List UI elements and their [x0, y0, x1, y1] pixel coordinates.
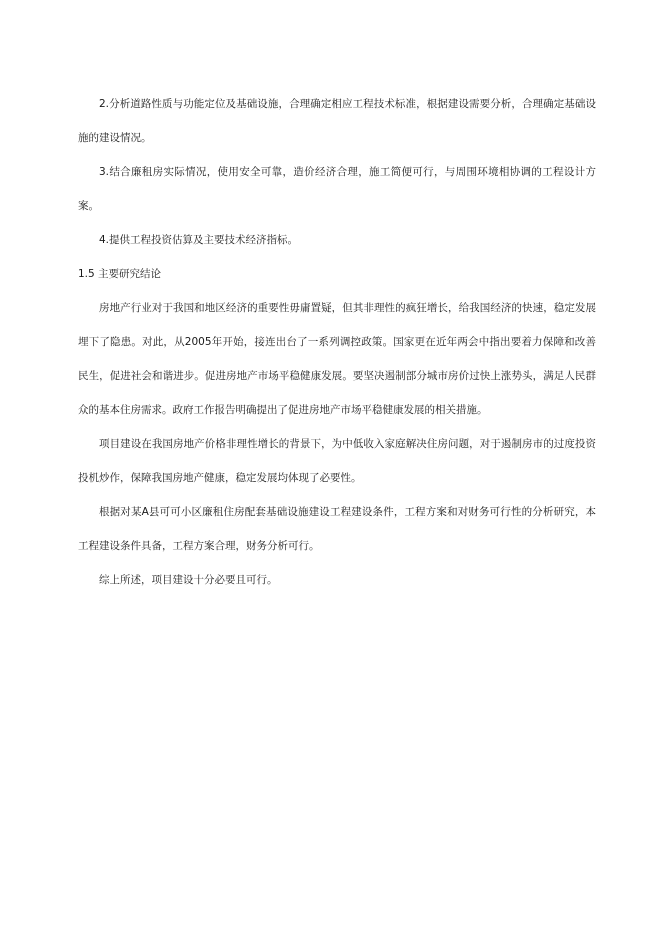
document-body: [78, 87, 596, 597]
conclusion-paragraph-4: 综上所述，项目建设十分必要且可行。: [99, 574, 278, 586]
paragraph-item-2: 2.分析道路性质与功能定位及基础设施，合理确定相应工程技术标准，根据建设需要分析，合理确定基础设施的建设情况。: [78, 98, 596, 144]
conclusion-paragraph-3: 根据对某A县可可小区廉租住房配套基础设施建设工程建设条件，工程方案和对财务可行性的分析研究，本工程建设条件具备，工程方案合理，财务分析可行。: [78, 506, 596, 552]
paragraph-item-4: 4.提供工程投资估算及主要技术经济指标。: [99, 234, 299, 246]
conclusion-paragraph-1: 房地产行业对于我国和地区经济的重要性毋庸置疑，但其非理性的疯狂增长，给我国经济的快速，稳定发展埋下了隐患。对此，从2005年开始，接连出台了一系列调控政策。国家更在近年两会中指出要着力保障和改善民生，促进社会和谐进步。促进房地产市场平稳健康发展。要坚决遏制部分城市房价过快上涨势头，满足人民群众的基本住房需求。政府工作报告明确提出了促进房地产市场平稳健康发展的相关措施。: [78, 302, 596, 416]
conclusion-paragraph-2: 项目建设在我国房地产价格非理性增长的背景下，为中低收入家庭解决住房问题，对于遏制房市的过度投资投机炒作，保障我国房地产健康，稳定发展均体现了必要性。: [78, 438, 596, 484]
section-heading: 1.5 主要研究结论: [78, 268, 162, 280]
paragraph-item-3: 3.结合廉租房实际情况，使用安全可靠，造价经济合理，施工简便可行，与周围环境相协调的工程设计方案。: [78, 166, 596, 212]
